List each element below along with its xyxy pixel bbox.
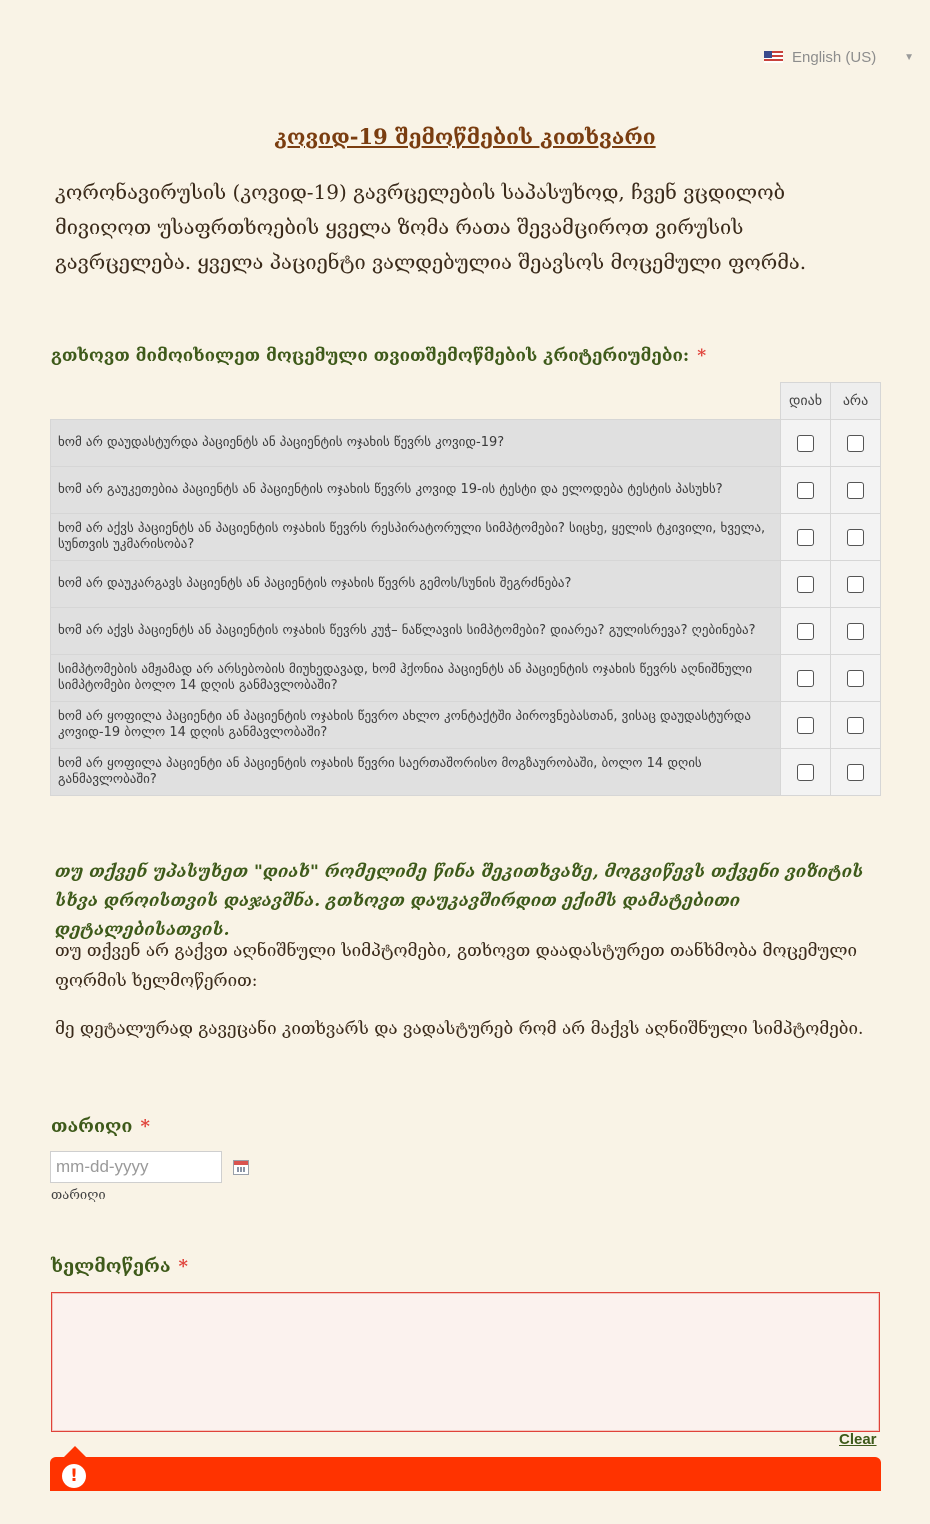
- date-sublabel: თარიღი: [51, 1188, 106, 1203]
- yes-checkbox[interactable]: [797, 529, 814, 546]
- no-cell[interactable]: [831, 608, 881, 655]
- matrix-row: [51, 655, 881, 702]
- yes-checkbox[interactable]: [797, 435, 814, 452]
- language-selector[interactable]: [764, 46, 914, 68]
- yes-cell[interactable]: [781, 514, 831, 561]
- required-mark: *: [697, 346, 707, 366]
- signature-label: [51, 1256, 188, 1277]
- no-checkbox[interactable]: [847, 482, 864, 499]
- date-label-text: თარიღი: [51, 1116, 133, 1137]
- no-cell[interactable]: [831, 749, 881, 796]
- no-cell[interactable]: [831, 702, 881, 749]
- question-text: ხომ არ გაუკეთებია პაციენტს ან პაციენტის ოჯახის წევრს კოვიდ 19-ის ტესტი და ელოდება ტესტის პასუხს?: [51, 467, 781, 514]
- matrix-row: [51, 608, 881, 655]
- matrix-label: [51, 346, 706, 366]
- yes-cell[interactable]: [781, 420, 831, 467]
- question-text: ხომ არ დაუდასტურდა პაციენტს ან პაციენტის ოჯახის წევრს კოვიდ-19?: [51, 420, 781, 467]
- date-label: [51, 1116, 150, 1137]
- yes-cell[interactable]: [781, 467, 831, 514]
- consent-instruction: თუ თქვენ არ გაქვთ აღნიშნული სიმპტომები, გთხოვთ დაადასტურეთ თანხმობა მოცემული ფორმის ხელმოწერით:: [55, 941, 857, 991]
- no-checkbox[interactable]: [847, 764, 864, 781]
- form-title: კოვიდ-19 შემოწმების კითხვარი: [274, 124, 656, 149]
- yes-checkbox[interactable]: [797, 482, 814, 499]
- error-tooltip-arrow: [64, 1446, 86, 1457]
- question-text: ხომ არ ყოფილა პაციენტი ან პაციენტის ოჯახის წევრი საერთაშორისო მოგზაურობაში, ბოლო 14 დღის განმავლობაში?: [51, 749, 781, 796]
- clear-signature-link[interactable]: Clear: [839, 1431, 877, 1448]
- yes-cell[interactable]: [781, 655, 831, 702]
- yes-checkbox[interactable]: [797, 576, 814, 593]
- question-text: ხომ არ ყოფილა პაციენტი ან პაციენტის ოჯახის წევრო ახლო კონტაქტში პიროვნებასთან, ვისაც დაუდასტურდა კოვიდ-19 ბოლო 14 დღის განმავლობაში?: [51, 702, 781, 749]
- question-text: სიმპტომების ამჟამად არ არსებობის მიუხედავად, ხომ ჰქონია პაციენტს ან პაციენტის ოჯახის წევრს აღნიშნული სიმპტომები ბოლო 14 დღის განმავლობაში?: [51, 655, 781, 702]
- yes-cell[interactable]: [781, 561, 831, 608]
- no-cell[interactable]: [831, 420, 881, 467]
- no-cell[interactable]: [831, 561, 881, 608]
- us-flag-icon: [764, 51, 783, 63]
- matrix-row: [51, 561, 881, 608]
- consent-statement: მე დეტალურად გავეცანი კითხვარს და ვადასტურებ რომ არ მაქვს აღნიშნული სიმპტომები.: [55, 1019, 864, 1039]
- calendar-icon[interactable]: [233, 1160, 249, 1175]
- required-mark: *: [140, 1116, 150, 1137]
- matrix-row: [51, 514, 881, 561]
- yes-checkbox[interactable]: [797, 670, 814, 687]
- matrix-row: [51, 702, 881, 749]
- matrix-row: [51, 467, 881, 514]
- error-icon: !: [62, 1464, 86, 1488]
- matrix-label-text: გთხოვთ მიმოიხილეთ მოცემული თვითშემოწმების კრიტერიუმები:: [51, 346, 690, 366]
- signature-label-text: ხელმოწერა: [51, 1256, 171, 1277]
- signature-pad[interactable]: [51, 1292, 880, 1432]
- no-cell[interactable]: [831, 514, 881, 561]
- caret-down-icon: ▼: [904, 51, 914, 63]
- form-intro: კორონავირუსის (კოვიდ-19) გავრცელების საპასუხოდ, ჩვენ ვცდილობ მივიღოთ უსაფრთხოების ყველა ზომა რათა შევამციროთ ვირუსის გავრცელება. ყველა პაციენტი ვალდებულია შეავსოს მოცემული ფორმა.: [55, 180, 807, 274]
- no-cell[interactable]: [831, 467, 881, 514]
- no-checkbox[interactable]: [847, 435, 864, 452]
- no-checkbox[interactable]: [847, 623, 864, 640]
- no-checkbox[interactable]: [847, 670, 864, 687]
- column-no: არა: [831, 383, 881, 420]
- no-cell[interactable]: [831, 655, 881, 702]
- yes-checkbox[interactable]: [797, 764, 814, 781]
- yes-checkbox[interactable]: [797, 623, 814, 640]
- notice-text: თუ თქვენ უპასუხეთ "დიახ" რომელიმე წინა შეკითხვაზე, მოგვიწევს თქვენი ვიზიტის სხვა დროისთვის დაჯავშნა. გთხოვთ დაუკავშირდით ექიმს დამატებითი დეტალებისათვის.: [55, 862, 864, 940]
- matrix-row: [51, 420, 881, 467]
- yes-cell[interactable]: [781, 608, 831, 655]
- no-checkbox[interactable]: [847, 529, 864, 546]
- yes-cell[interactable]: [781, 749, 831, 796]
- matrix-row: [51, 749, 881, 796]
- column-yes: დიახ: [781, 383, 831, 420]
- matrix-corner: [51, 383, 781, 420]
- question-text: ხომ არ დაუკარგავს პაციენტს ან პაციენტის ოჯახის წევრს გემოს/სუნის შეგრძნება?: [51, 561, 781, 608]
- question-text: ხომ არ აქვს პაციენტს ან პაციენტის ოჯახის წევრს რესპირატორული სიმპტომები? სიცხე, ყელის ტკივილი, ხველა, სუნთვის უკმარისობა?: [51, 514, 781, 561]
- no-checkbox[interactable]: [847, 576, 864, 593]
- language-label: English (US): [792, 48, 877, 66]
- question-text: ხომ არ აქვს პაციენტს ან პაციენტის ოჯახის წევრს კუჭ– ნაწლავის სიმპტომები? დიარეა? გულისრევა? ღებინება?: [51, 608, 781, 655]
- self-check-matrix: [50, 382, 881, 796]
- yes-cell[interactable]: [781, 702, 831, 749]
- required-mark: *: [178, 1256, 188, 1277]
- yes-checkbox[interactable]: [797, 717, 814, 734]
- error-bar: [50, 1457, 881, 1491]
- date-input[interactable]: mm-dd-yyyy: [50, 1151, 222, 1183]
- no-checkbox[interactable]: [847, 717, 864, 734]
